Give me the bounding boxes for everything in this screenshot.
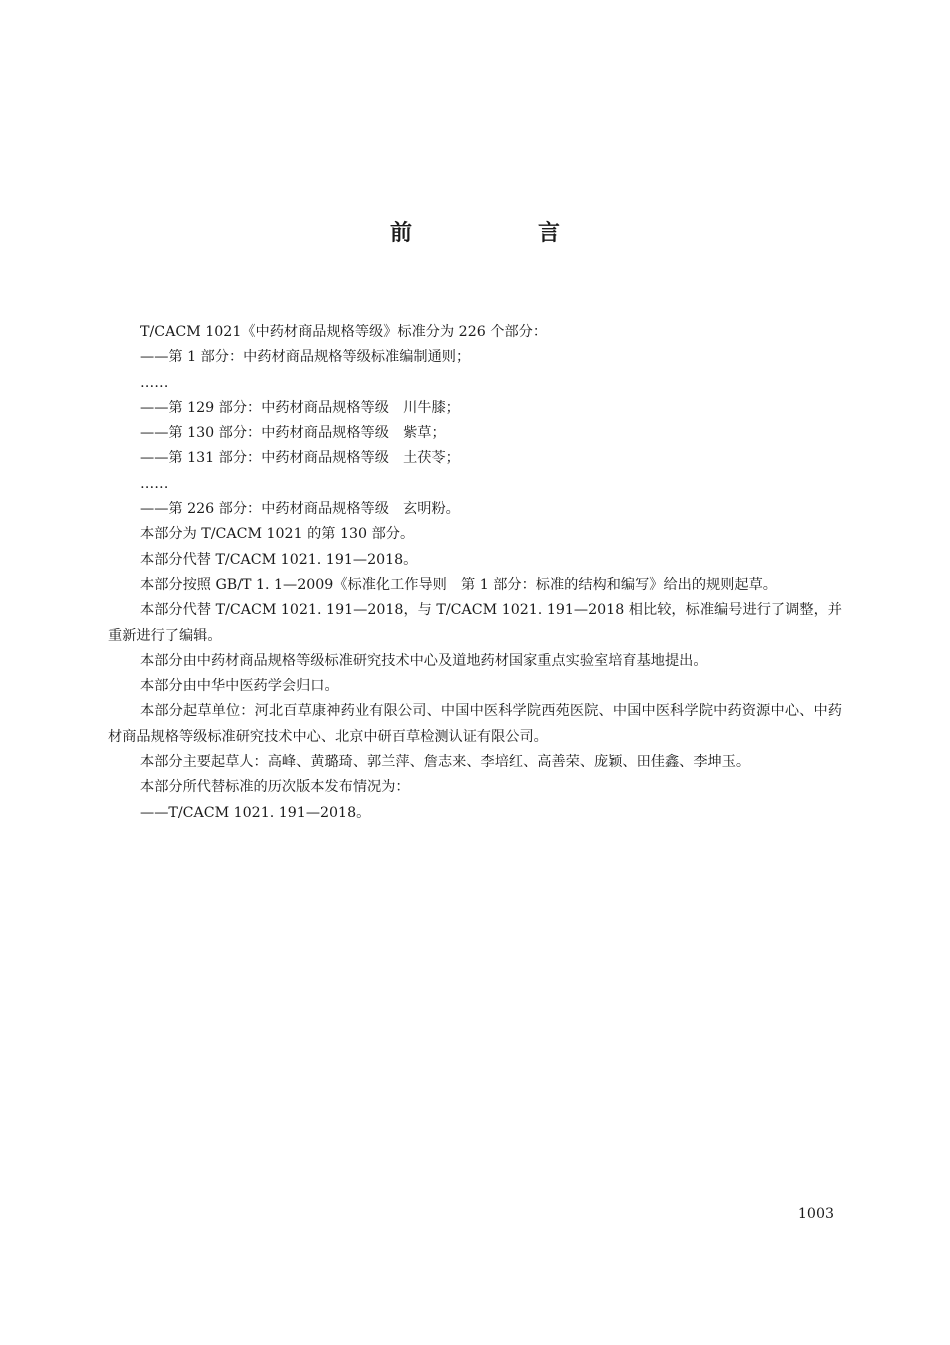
- paragraph: 本部分按照 GB/T 1. 1—2009《标准化工作导则 第 1 部分：标准的结构和编写》给出的规则起草。: [140, 576, 777, 593]
- text-line: ——第 1 部分：中药材商品规格等级标准编制通则；: [140, 349, 471, 366]
- text-line: T/CACM 1021《中药材商品规格等级》标准分为 226 个部分：: [140, 324, 548, 340]
- text-line: 本部分代替 T/CACM 1021. 191—2018。: [140, 551, 418, 568]
- text-line: ——第 130 部分：中药材商品规格等级 紫草；: [140, 425, 446, 442]
- paragraph: 本部分所代替标准的历次版本发布情况为：: [140, 779, 410, 796]
- text-line: 本部分为 T/CACM 1021 的第 130 部分。: [140, 526, 415, 543]
- text-line: ——T/CACM 1021. 191—2018。: [140, 804, 371, 821]
- paragraph: 本部分由中华中医药学会归口。: [140, 678, 339, 695]
- page-title: 前 言: [389, 221, 612, 246]
- document-body: [108, 320, 842, 826]
- text-line: ……: [140, 374, 169, 391]
- text-line: ——第 226 部分：中药材商品规格等级 玄明粉。: [140, 501, 460, 518]
- paragraph: 本部分由中药材商品规格等级标准研究技术中心及道地药材国家重点实验室培育基地提出。: [140, 652, 708, 669]
- text-line: ——第 129 部分：中药材商品规格等级 川牛膝；: [140, 399, 460, 416]
- paragraph: 本部分代替 T/CACM 1021. 191—2018，与 T/CACM 1021. 191—2018 相比较，标准编号进行了调整，并重新进行了编辑。: [108, 602, 842, 644]
- text-line: ——第 131 部分：中药材商品规格等级 土茯苓；: [140, 450, 460, 467]
- paragraph: 本部分起草单位：河北百草康神药业有限公司、中国中医科学院西苑医院、中国中医科学院中药资源中心、中药材商品规格等级标准研究技术中心、北京中研百草检测认证有限公司。: [108, 703, 842, 745]
- text-line: ……: [140, 475, 169, 492]
- page-number: 1003: [797, 1206, 834, 1222]
- paragraph: 本部分主要起草人：高峰、黄璐琦、郭兰萍、詹志来、李培红、高善荣、庞颖、田佳鑫、李坤玉。: [140, 754, 751, 771]
